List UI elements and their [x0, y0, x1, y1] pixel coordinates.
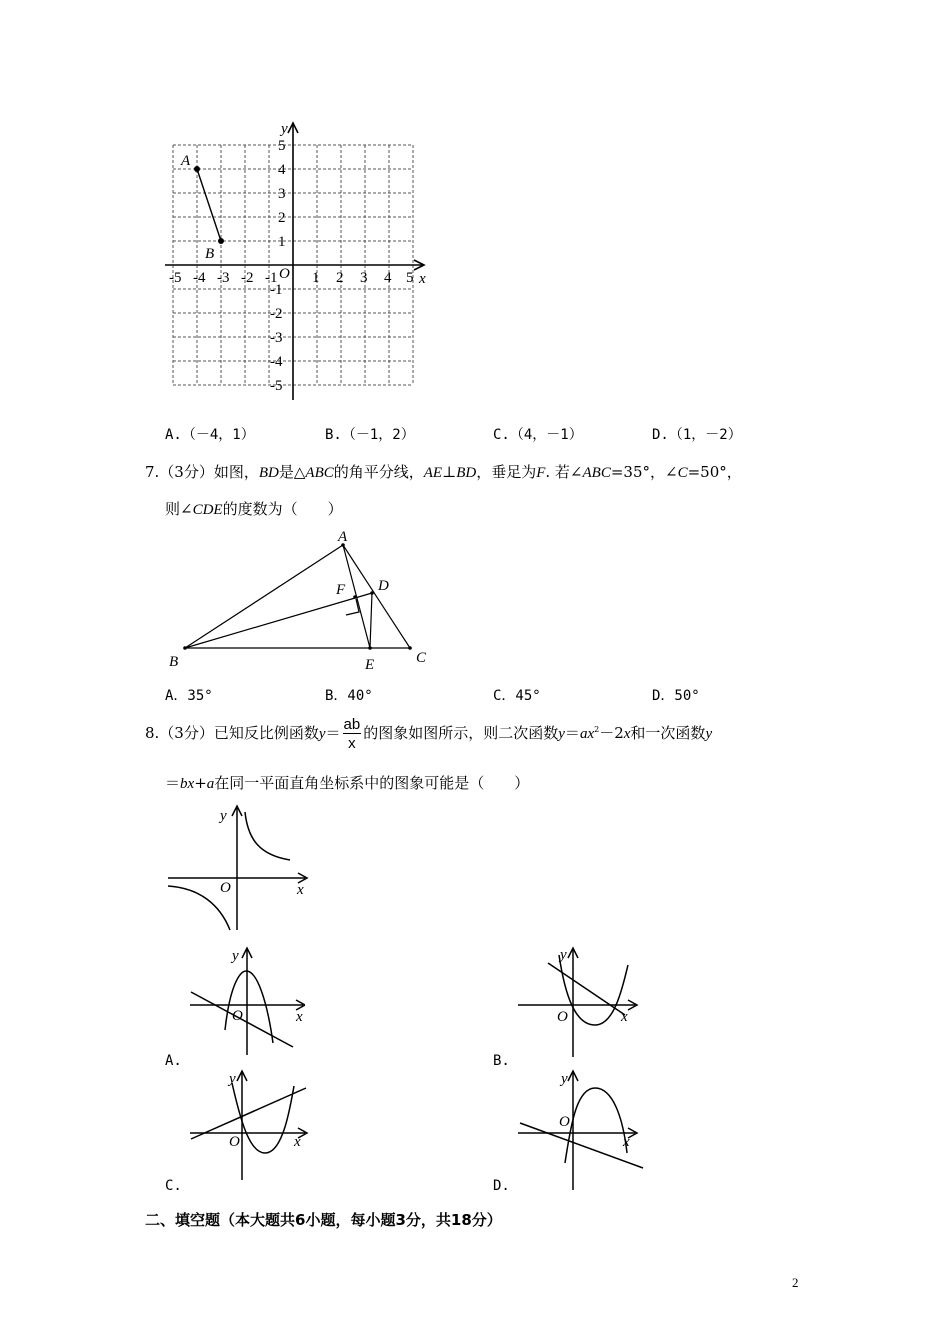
- q8-inverse-proportion-graph: [160, 800, 320, 940]
- x-tick-label: 5: [406, 270, 414, 286]
- q7-stem-line2: 则∠CDE的度数为（ ）: [165, 500, 343, 518]
- y-tick-label: 1: [278, 234, 286, 250]
- q6-option-b[interactable]: B.（－1，2）: [325, 427, 415, 443]
- axis-x-label: x: [623, 1134, 630, 1150]
- point-a-label: A: [181, 153, 191, 169]
- x-tick-label: -5: [169, 270, 182, 286]
- q8-stem-line1: 8.（3分）已知反比例函数y＝ $\frac{ab}{x}$ 的图象如图所示，则二次函数$y=ax^2-2x$和一次函数y: [145, 716, 713, 752]
- y-axis-label: y: [281, 121, 288, 137]
- origin-label: O: [279, 266, 290, 282]
- q8-option-b[interactable]: B.: [493, 1053, 510, 1069]
- vertex-d-label: D: [378, 578, 389, 594]
- fraction-ab-over-x: $\frac{ab}{x}$: [343, 716, 361, 752]
- y-tick-label: -3: [270, 330, 283, 346]
- x-tick-label: -4: [193, 270, 206, 286]
- q8-option-a-graph: [185, 945, 305, 1060]
- y-tick-label: -5: [270, 378, 283, 394]
- x-tick-label: 1: [312, 270, 320, 286]
- x-axis-label: x: [419, 271, 426, 287]
- y-tick-label: 3: [278, 186, 286, 202]
- vertex-c-label: C: [416, 650, 427, 666]
- q6-option-a[interactable]: A.（－4，1）: [165, 427, 255, 443]
- axis-x-label: x: [621, 1009, 628, 1025]
- q7-option-a[interactable]: A．35°: [165, 688, 213, 704]
- x-tick-label: -3: [217, 270, 230, 286]
- q8-option-d[interactable]: D.: [493, 1178, 510, 1194]
- origin-label: O: [232, 1008, 243, 1024]
- vertex-a-label: A: [338, 529, 348, 545]
- q7-option-b[interactable]: B．40°: [325, 688, 373, 704]
- origin-label: O: [220, 880, 231, 896]
- origin-label: O: [557, 1009, 568, 1025]
- q6-coordinate-grid: [160, 115, 440, 410]
- section-2-heading: 二、填空题（本大题共6小题，每小题3分，共18分）: [145, 1211, 502, 1229]
- axis-x-label: x: [294, 1134, 301, 1150]
- q8-option-a[interactable]: A.: [165, 1053, 182, 1069]
- q8-option-c-graph: [185, 1068, 310, 1183]
- axis-y-label: y: [229, 1071, 236, 1087]
- point-b-label: B: [205, 246, 215, 262]
- q8-option-c[interactable]: C.: [165, 1178, 182, 1194]
- axis-x-label: x: [296, 1009, 303, 1025]
- axis-y-label: y: [561, 1071, 568, 1087]
- q8-option-d-graph: [515, 1068, 645, 1193]
- x-tick-label: 4: [384, 270, 392, 286]
- q7-triangle-figure: [160, 525, 440, 675]
- y-tick-label: 2: [278, 210, 286, 226]
- q6-option-c[interactable]: C.（4，－1）: [493, 427, 583, 443]
- origin-label: O: [559, 1114, 570, 1130]
- y-tick-label: -4: [270, 354, 283, 370]
- x-tick-label: 3: [360, 270, 368, 286]
- q6-option-d[interactable]: D.（1，－2）: [652, 427, 742, 443]
- q7-option-d[interactable]: D．50°: [652, 688, 700, 704]
- y-tick-label: -1: [270, 282, 283, 298]
- vertex-e-label: E: [365, 657, 375, 673]
- y-tick-label: -2: [270, 306, 283, 322]
- axis-y-label: y: [560, 947, 567, 963]
- vertex-f-label: F: [336, 582, 346, 598]
- axis-y-label: y: [220, 808, 227, 824]
- q8-stem-line2: ＝bx+a在同一平面直角坐标系中的图象可能是（ ）: [165, 774, 530, 792]
- y-tick-label: 5: [278, 138, 286, 154]
- axis-y-label: y: [232, 948, 239, 964]
- axis-x-label: x: [297, 882, 304, 898]
- origin-label: O: [229, 1134, 240, 1150]
- page-number: 2: [792, 1275, 799, 1290]
- q7-option-c[interactable]: C．45°: [493, 688, 541, 704]
- q7-stem-line1: 7.（3分）如图，BD是△ABC的角平分线，AE⊥BD，垂足为F. 若∠ABC=35°，∠C=50°，: [145, 463, 742, 481]
- x-tick-label: -1: [265, 270, 278, 286]
- q8-option-b-graph: [515, 945, 640, 1060]
- vertex-b-label: B: [169, 654, 179, 670]
- y-tick-label: 4: [278, 162, 286, 178]
- x-tick-label: -2: [241, 270, 254, 286]
- x-tick-label: 2: [336, 270, 344, 286]
